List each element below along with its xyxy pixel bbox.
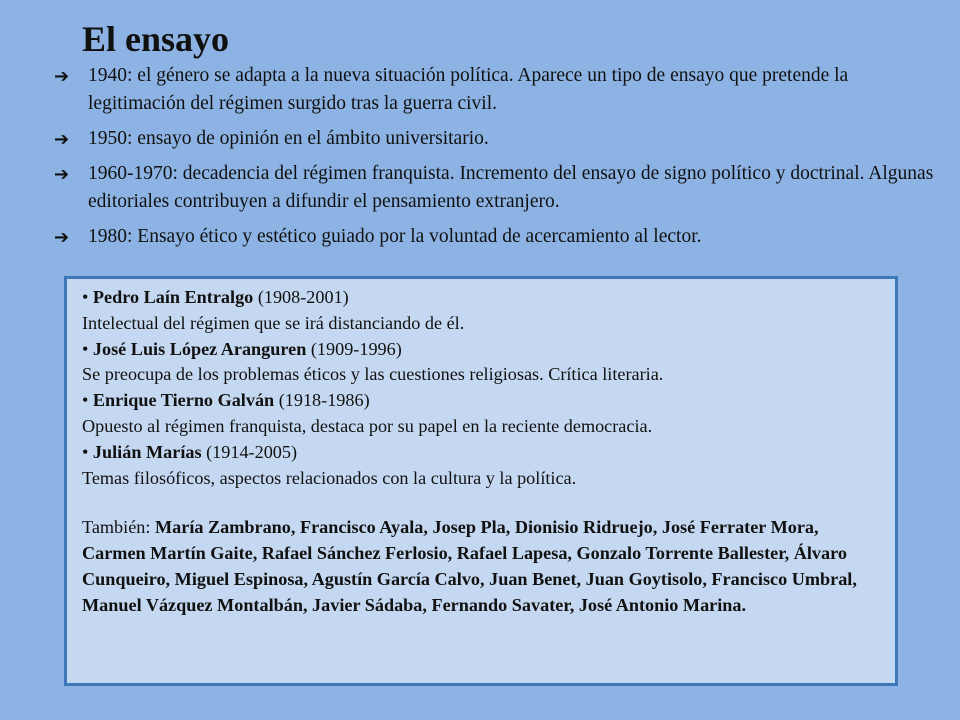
author-name: Pedro Laín Entralgo xyxy=(92,287,254,307)
bullet: • xyxy=(82,390,89,411)
arrow-bullet-icon: ➔ xyxy=(54,66,70,87)
author-dates: (1908-2001) xyxy=(257,287,349,307)
author-description: Opuesto al régimen franquista, destaca por su papel en la reciente democracia. xyxy=(82,415,653,436)
timeline-item xyxy=(52,160,942,216)
page-title: El ensayo xyxy=(82,19,230,59)
arrow-bullet-icon: ➔ xyxy=(54,227,70,248)
author-dates: (1918-1986) xyxy=(278,390,370,411)
arrow-bullet-icon: ➔ xyxy=(54,129,70,150)
bullet: • xyxy=(82,441,89,462)
author-description: Intelectual del régimen que se irá distanciando de él. xyxy=(82,312,465,333)
bullet: • xyxy=(82,338,89,359)
timeline-text: 1980: Ensayo ético y estético guiado por la voluntad de acercamiento al lector. xyxy=(88,226,702,247)
author-heading xyxy=(82,388,881,414)
spacer xyxy=(82,491,881,515)
author-description: Temas filosóficos, aspectos relacionados con la cultura y la política. xyxy=(82,467,577,488)
timeline-text: 1960-1970: decadencia del régimen franquista. Incremento del ensayo de signo político y doctrinal. Algunas editoriales contribuyen a difundir el pensamiento extranjero. xyxy=(88,163,934,212)
author-dates: (1914-2005) xyxy=(206,441,298,462)
timeline-item xyxy=(52,223,942,251)
author-name: Enrique Tierno Galván xyxy=(92,390,275,411)
timeline-list xyxy=(52,62,942,258)
also-paragraph xyxy=(82,515,881,618)
bullet: • xyxy=(82,287,89,307)
timeline-item xyxy=(52,125,942,153)
timeline-text: 1940: el género se adapta a la nueva situación política. Aparece un tipo de ensayo que pretende la legitimación del régimen surgido tras la guerra civil. xyxy=(88,65,849,114)
author-heading xyxy=(82,285,881,311)
arrow-bullet-icon: ➔ xyxy=(54,164,70,185)
author-description: Se preocupa de los problemas éticos y las cuestiones religiosas. Crítica literaria. xyxy=(82,364,664,385)
author-name: Julián Marías xyxy=(92,441,202,462)
timeline-text: 1950: ensayo de opinión en el ámbito universitario. xyxy=(88,128,489,149)
also-names: María Zambrano, Francisco Ayala, Josep Pla, Dionisio Ridruejo, José Ferrater Mora, Carmen Martín Gaite, Rafael Sánchez Ferlosio, Rafael Lapesa, Gonzalo Torrente Ballester, Álvaro Cunqueiro, Miguel Espinosa, Agustín García Calvo, Juan Benet, Juan Goytisolo, Francisco Umbral, Manuel Vázquez Montalbán, Javier Sádaba, Fernando Savater, José Antonio Marina. xyxy=(82,517,857,615)
author-dates: (1909-1996) xyxy=(310,338,402,359)
author-name: José Luis López Aranguren xyxy=(92,338,307,359)
authors-box xyxy=(64,276,898,686)
author-heading xyxy=(82,440,881,466)
author-heading xyxy=(82,337,881,363)
also-label: También: xyxy=(82,517,151,538)
timeline-item xyxy=(52,62,942,118)
